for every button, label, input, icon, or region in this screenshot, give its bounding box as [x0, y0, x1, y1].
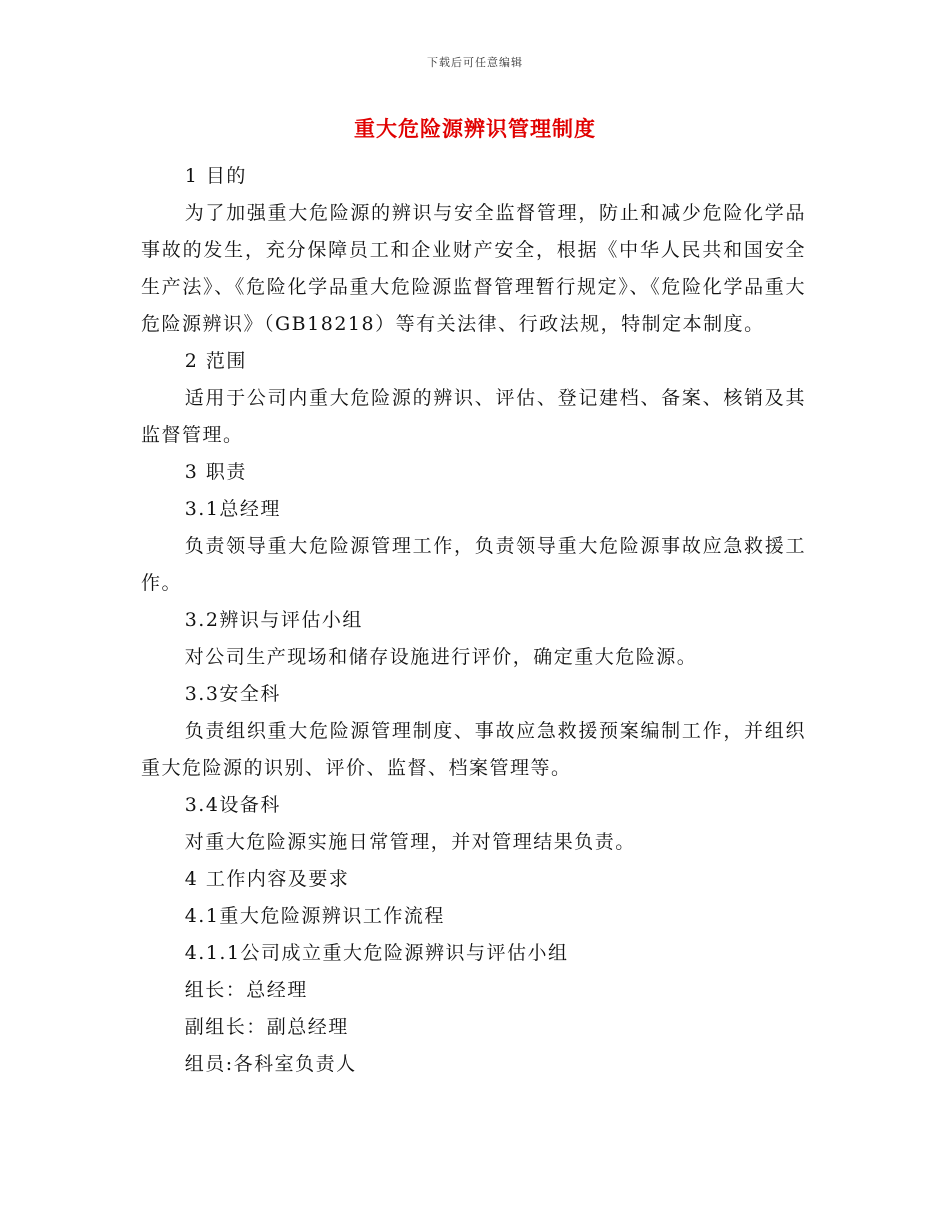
header-note: 下载后可任意编辑: [427, 56, 523, 69]
list-item-deputy-leader: 副组长：副总经理: [184, 1016, 349, 1038]
section-heading-responsibilities: 3 职责: [184, 461, 247, 483]
paragraph-purpose: 为了加强重大危险源的辨识与安全监督管理，防止和减少危险化学品事故的发生，充分保障员工和企业财产安全，根据《中华人民共和国安全生产法》、《危险化学品重大危险源监督管理暂行规定》、《危险化学品重大危险源辨识》（GB18218）等有关法律、行政法规，特制定本制度。: [141, 202, 806, 335]
section-heading-purpose: 1 目的: [184, 165, 247, 187]
list-item-group-leader: 组长：总经理: [184, 979, 308, 1001]
subheading-general-manager: 3.1总经理: [184, 498, 281, 520]
paragraph-scope: 适用于公司内重大危险源的辨识、评估、登记建档、备案、核销及其监督管理。: [141, 387, 806, 446]
paragraph-identification-group: 对公司生产现场和储存设施进行评价，确定重大危险源。: [184, 646, 698, 668]
subheading-safety-dept: 3.3安全科: [184, 683, 281, 705]
subheading-equipment-dept: 3.4设备科: [184, 794, 281, 816]
list-item-group-members: 组员:各科室负责人: [184, 1053, 357, 1075]
subheading-identification-process: 4.1重大危险源辨识工作流程: [184, 905, 445, 927]
subheading-identification-group: 3.2辨识与评估小组: [184, 609, 363, 631]
document-body: [141, 158, 806, 1083]
document-title: 重大危险源辨识管理制度: [354, 116, 596, 141]
paragraph-general-manager: 负责领导重大危险源管理工作，负责领导重大危险源事故应急救援工作。: [141, 535, 806, 594]
section-heading-work-content: 4 工作内容及要求: [184, 868, 350, 890]
subheading-group-setup: 4.1.1公司成立重大危险源辨识与评估小组: [184, 942, 569, 964]
paragraph-equipment-dept: 对重大危险源实施日常管理，并对管理结果负责。: [184, 831, 636, 853]
section-heading-scope: 2 范围: [184, 350, 247, 372]
paragraph-safety-dept: 负责组织重大危险源管理制度、事故应急救援预案编制工作，并组织重大危险源的识别、评价、监督、档案管理等。: [141, 720, 806, 779]
